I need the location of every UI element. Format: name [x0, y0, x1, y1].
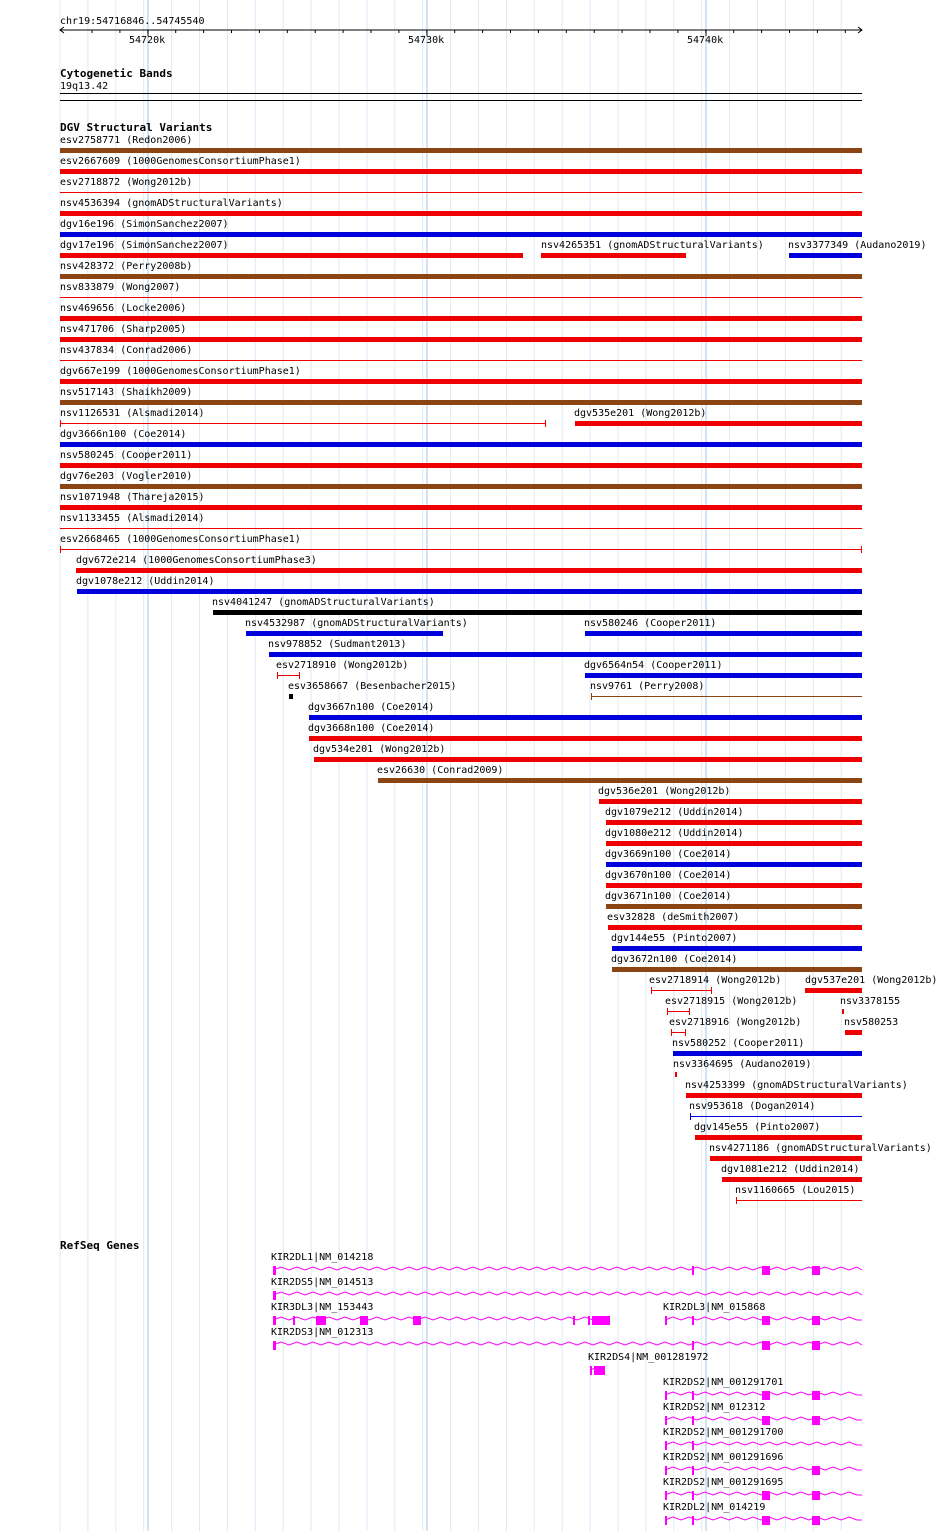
gene-exon — [590, 1366, 592, 1375]
gene-exon — [273, 1266, 276, 1275]
gene-label[interactable]: KIR2DS2|NM_001291700 — [663, 1427, 784, 1438]
gene-exon — [665, 1441, 667, 1450]
gene-exon — [665, 1466, 667, 1475]
gene-exon — [316, 1316, 326, 1325]
variant-label[interactable]: dgv537e201 (Wong2012b) — [805, 975, 937, 986]
variant-label[interactable]: nsv4041247 (gnomADStructuralVariants) — [212, 597, 435, 608]
gene-exon — [665, 1516, 667, 1525]
variant-label[interactable]: nsv4253399 (gnomADStructuralVariants) — [685, 1080, 908, 1091]
variant-label[interactable]: nsv3378155 — [840, 996, 901, 1007]
gene-model[interactable] — [273, 1341, 862, 1350]
gene-intron-line — [665, 1467, 862, 1470]
gene-exon — [762, 1341, 770, 1350]
gene-model[interactable] — [665, 1441, 862, 1450]
variant-label[interactable]: nsv471706 (Sharp2005) — [60, 324, 187, 335]
variant-label[interactable]: dgv1081e212 (Uddin2014) — [721, 1164, 860, 1175]
variant-label[interactable]: dgv672e214 (1000GenomesConsortiumPhase3) — [76, 555, 317, 566]
ruler-tick-label: 54740k — [687, 35, 724, 46]
ruler-tick-label: 54730k — [408, 35, 445, 46]
gene-label[interactable]: KIR2DL1|NM_014218 — [271, 1252, 374, 1263]
gene-exon — [665, 1316, 667, 1325]
variant-label[interactable]: nsv1160665 (Lou2015) — [735, 1185, 856, 1196]
variant-label[interactable]: dgv3667n100 (Coe2014) — [308, 702, 435, 713]
gene-exon — [692, 1441, 694, 1450]
variant-label[interactable]: dgv76e203 (Vogler2010) — [60, 471, 193, 482]
variant-label[interactable]: nsv580246 (Cooper2011) — [584, 618, 717, 629]
variant-label[interactable]: dgv534e201 (Wong2012b) — [313, 744, 446, 755]
gene-model[interactable] — [273, 1291, 862, 1300]
variant-label[interactable]: esv26630 (Conrad2009) — [377, 765, 504, 776]
variant-label[interactable]: nsv953618 (Dogan2014) — [689, 1101, 816, 1112]
variant-label[interactable]: nsv9761 (Perry2008) — [590, 681, 705, 692]
variant-label[interactable]: nsv437834 (Conrad2006) — [60, 345, 193, 356]
variant-label[interactable]: esv2668465 (1000GenomesConsortiumPhase1) — [60, 534, 301, 545]
variant-label[interactable]: dgv1079e212 (Uddin2014) — [605, 807, 744, 818]
ruler-range-label: chr19:54716846..54745540 — [60, 16, 205, 27]
gene-exon — [692, 1491, 694, 1500]
variant-label[interactable]: esv2667609 (1000GenomesConsortiumPhase1) — [60, 156, 301, 167]
variant-label[interactable]: dgv16e196 (SimonSanchez2007) — [60, 219, 229, 230]
gene-model[interactable] — [273, 1266, 862, 1275]
gene-exon — [692, 1466, 694, 1475]
gene-intron-line — [665, 1442, 862, 1445]
gene-label[interactable]: KIR2DL2|NM_014219 — [663, 1502, 766, 1513]
variant-label[interactable]: esv2718915 (Wong2012b) — [665, 996, 798, 1007]
gene-exon — [293, 1316, 295, 1325]
variant-label[interactable]: nsv4536394 (gnomADStructuralVariants) — [60, 198, 283, 209]
gene-exon — [762, 1266, 770, 1275]
gene-exon — [692, 1391, 694, 1400]
gene-exon — [594, 1366, 605, 1375]
gene-exon — [812, 1341, 820, 1350]
variant-label[interactable]: dgv144e55 (Pinto2007) — [611, 933, 738, 944]
gene-model[interactable] — [665, 1491, 862, 1500]
gene-exon — [812, 1491, 820, 1500]
gene-model[interactable] — [665, 1391, 862, 1400]
dgv-track-title[interactable]: DGV Structural Variants — [60, 121, 213, 134]
gene-exon — [762, 1416, 770, 1425]
gene-model[interactable] — [590, 1366, 605, 1375]
gene-label[interactable]: KIR2DS2|NM_001291701 — [663, 1377, 784, 1388]
cytoband-track-title[interactable]: Cytogenetic Bands — [60, 67, 173, 80]
gene-label[interactable]: KIR2DS2|NM_001291695 — [663, 1477, 784, 1488]
variant-label[interactable]: nsv978852 (Sudmant2013) — [268, 639, 407, 650]
gene-intron-line — [273, 1267, 862, 1270]
gene-exon — [273, 1291, 276, 1300]
gene-model[interactable] — [665, 1516, 862, 1525]
gene-exon — [692, 1341, 694, 1350]
variant-label[interactable]: nsv4532987 (gnomADStructuralVariants) — [245, 618, 468, 629]
gene-exon — [273, 1316, 276, 1325]
gene-exon — [762, 1516, 770, 1525]
cytoband-label: 19q13.42 — [60, 81, 109, 92]
gene-exon — [762, 1491, 770, 1500]
gene-exon — [812, 1266, 820, 1275]
variant-label[interactable]: dgv3669n100 (Coe2014) — [605, 849, 732, 860]
variant-label[interactable]: dgv6564n54 (Cooper2011) — [584, 660, 723, 671]
gene-label[interactable]: KIR2DS2|NM_001291696 — [663, 1452, 784, 1463]
refseq-track-title[interactable]: RefSeq Genes — [60, 1239, 140, 1252]
variant-label[interactable]: dgv1080e212 (Uddin2014) — [605, 828, 744, 839]
gene-exon — [812, 1416, 820, 1425]
variant-label[interactable]: nsv580245 (Cooper2011) — [60, 450, 193, 461]
variant-label[interactable]: dgv145e55 (Pinto2007) — [694, 1122, 821, 1133]
variant-label[interactable]: esv2718914 (Wong2012b) — [649, 975, 782, 986]
variant-label[interactable]: nsv3377349 (Audano2019) — [788, 240, 927, 251]
gene-label[interactable]: KIR2DS3|NM_012313 — [271, 1327, 374, 1338]
variant-label[interactable]: esv2718872 (Wong2012b) — [60, 177, 193, 188]
variant-label[interactable]: nsv469656 (Locke2006) — [60, 303, 187, 314]
variant-label[interactable]: esv2718910 (Wong2012b) — [276, 660, 409, 671]
gene-exon — [812, 1516, 820, 1525]
gene-exon — [665, 1491, 667, 1500]
variant-label[interactable]: nsv428372 (Perry2008b) — [60, 261, 193, 272]
ruler-tick-label: 54720k — [129, 35, 166, 46]
variant-label[interactable]: dgv3671n100 (Coe2014) — [605, 891, 732, 902]
gene-label[interactable]: KIR3DL3|NM_153443 — [271, 1302, 374, 1313]
gene-model[interactable] — [665, 1316, 862, 1325]
variant-label[interactable]: dgv667e199 (1000GenomesConsortiumPhase1) — [60, 366, 301, 377]
gene-exon — [665, 1391, 667, 1400]
variant-label[interactable]: esv3658667 (Besenbacher2015) — [288, 681, 457, 692]
gene-intron-line — [273, 1342, 862, 1345]
gene-label[interactable]: KIR2DS5|NM_014513 — [271, 1277, 374, 1288]
variant-label[interactable]: esv2758771 (Redon2006) — [60, 135, 193, 146]
variant-label[interactable]: dgv3666n100 (Coe2014) — [60, 429, 187, 440]
variant-label[interactable]: esv2718916 (Wong2012b) — [669, 1017, 802, 1028]
gene-label[interactable]: KIR2DL3|NM_015868 — [663, 1302, 766, 1313]
gene-exon — [573, 1316, 575, 1325]
gene-exon — [665, 1416, 667, 1425]
variant-label[interactable]: nsv1133455 (Alsmadi2014) — [60, 513, 205, 524]
variant-label[interactable]: nsv1126531 (Alsmadi2014) — [60, 408, 205, 419]
gene-exon — [273, 1341, 276, 1350]
variant-label[interactable]: dgv535e201 (Wong2012b) — [574, 408, 707, 419]
variant-label[interactable]: dgv3668n100 (Coe2014) — [308, 723, 435, 734]
variant-label[interactable]: nsv833879 (Wong2007) — [60, 282, 181, 293]
variant-label[interactable]: dgv3670n100 (Coe2014) — [605, 870, 732, 881]
variant-label[interactable]: nsv3364695 (Audano2019) — [673, 1059, 812, 1070]
gene-model[interactable] — [273, 1316, 610, 1325]
gene-exon — [812, 1391, 820, 1400]
variant-label[interactable]: dgv536e201 (Wong2012b) — [598, 786, 731, 797]
variant-label[interactable]: nsv580252 (Cooper2011) — [672, 1038, 805, 1049]
gene-exon — [588, 1316, 590, 1325]
gene-exon — [692, 1316, 694, 1325]
gene-exon — [812, 1466, 820, 1475]
variant-label[interactable]: nsv517143 (Shaikh2009) — [60, 387, 193, 398]
gene-label[interactable]: KIR2DS2|NM_012312 — [663, 1402, 766, 1413]
gene-exon — [692, 1266, 694, 1275]
gene-exon — [692, 1416, 694, 1425]
variant-label[interactable]: nsv580253 — [844, 1017, 899, 1028]
gene-exon — [592, 1316, 610, 1325]
gene-exon — [360, 1316, 368, 1325]
variant-label[interactable]: dgv17e196 (SimonSanchez2007) — [60, 240, 229, 251]
variant-label[interactable]: dgv1078e212 (Uddin2014) — [76, 576, 215, 587]
gene-intron-line — [273, 1292, 862, 1295]
gene-exon — [413, 1316, 421, 1325]
variant-label[interactable]: nsv4265351 (gnomADStructuralVariants) — [541, 240, 764, 251]
gene-exon — [812, 1316, 820, 1325]
gene-model[interactable] — [665, 1416, 862, 1425]
variant-label[interactable]: esv32828 (deSmith2007) — [607, 912, 740, 923]
gene-label[interactable]: KIR2DS4|NM_001281972 — [588, 1352, 709, 1363]
gene-model[interactable] — [665, 1466, 862, 1475]
variant-label[interactable]: nsv1071948 (Thareja2015) — [60, 492, 205, 503]
variant-label[interactable]: dgv3672n100 (Coe2014) — [611, 954, 738, 965]
variant-label[interactable]: nsv4271186 (gnomADStructuralVariants) — [709, 1143, 932, 1154]
gene-exon — [692, 1516, 694, 1525]
gene-exon — [762, 1391, 770, 1400]
gene-exon — [762, 1316, 770, 1325]
